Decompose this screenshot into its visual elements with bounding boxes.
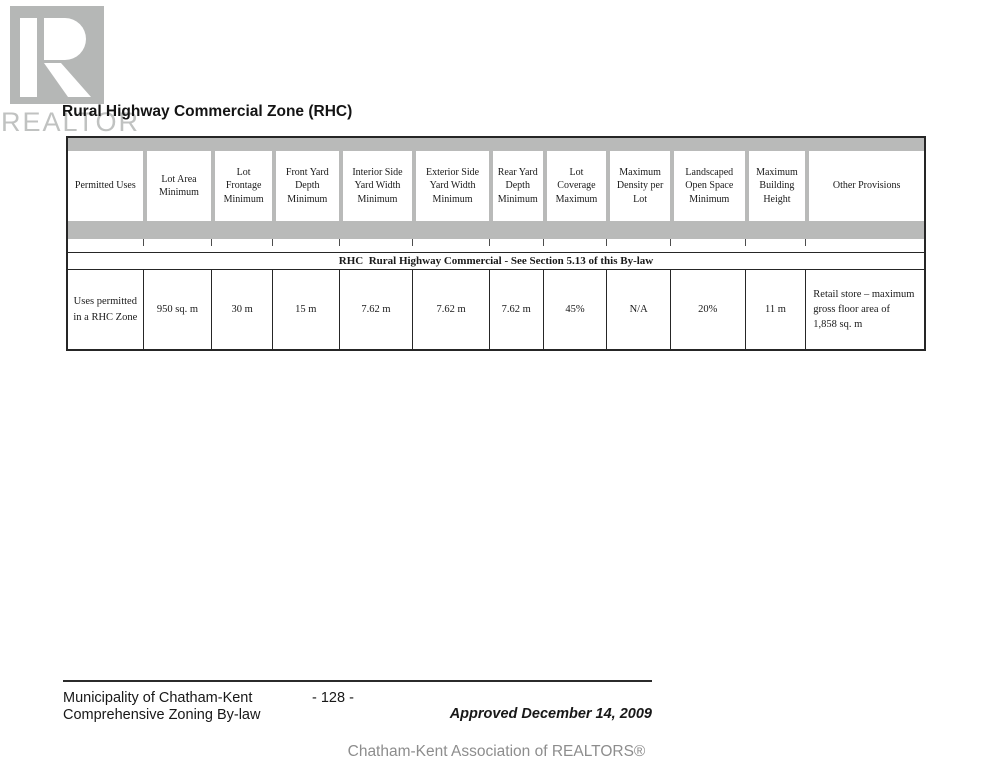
header-cell: Lot Frontage Minimum: [211, 151, 272, 221]
footer-approved-date: Approved December 14, 2009: [449, 706, 652, 722]
table-cell: 7.62 m: [489, 270, 543, 349]
table-cell: 45%: [543, 270, 607, 349]
footer-bylaw-title: Comprehensive Zoning By-law: [63, 707, 261, 723]
column-tick: [543, 239, 544, 246]
header-cell: Front Yard Depth Minimum: [272, 151, 339, 221]
column-tick: [745, 239, 746, 246]
realtor-logo-icon: [10, 6, 104, 104]
realtor-wordmark: REALTOR: [1, 107, 141, 137]
column-tick: [805, 239, 806, 246]
header-cell: Rear Yard Depth Minimum: [489, 151, 543, 221]
footer-divider: [63, 680, 652, 682]
header-cell: Lot Area Minimum: [143, 151, 212, 221]
column-tick: [272, 239, 273, 246]
table-spacer-row: [68, 239, 924, 252]
table-mid-band: [68, 221, 924, 239]
table-cell: 950 sq. m: [143, 270, 212, 349]
header-cell: Interior Side Yard Width Minimum: [339, 151, 413, 221]
table-cell: 11 m: [745, 270, 806, 349]
column-tick: [211, 239, 212, 246]
table-cell: N/A: [606, 270, 670, 349]
footer-page-number: - 128 -: [312, 690, 354, 706]
table-cell: Uses permitted in a RHC Zone: [73, 296, 138, 323]
table-cell: 7.62 m: [412, 270, 489, 349]
column-tick: [670, 239, 671, 246]
header-cell: Landscaped Open Space Minimum: [670, 151, 745, 221]
column-tick: [606, 239, 607, 246]
footer-association-brand: Chatham-Kent Association of REALTORS®: [347, 743, 646, 760]
header-cell: Exterior Side Yard Width Minimum: [412, 151, 489, 221]
table-cell: 15 m: [272, 270, 339, 349]
table-cell: 20%: [670, 270, 745, 349]
header-cell: Maximum Building Height: [745, 151, 806, 221]
table-cell: Retail store – maximum gross floor area of 1,858 sq. m: [805, 270, 924, 349]
zoning-table: [66, 136, 926, 351]
page-title: Rural Highway Commercial Zone (RHC): [62, 103, 353, 120]
table-top-band: [68, 138, 924, 151]
table-cell: 30 m: [211, 270, 272, 349]
column-tick: [143, 239, 144, 246]
column-tick: [412, 239, 413, 246]
header-cell: Maximum Density per Lot: [606, 151, 670, 221]
table-row: [68, 270, 924, 349]
column-tick: [489, 239, 490, 246]
column-tick: [339, 239, 340, 246]
header-cell: Other Provisions: [805, 151, 924, 221]
header-cell: Lot Coverage Maximum: [543, 151, 607, 221]
table-header-row: [68, 151, 924, 221]
footer-municipality: Municipality of Chatham-Kent: [63, 690, 253, 706]
header-cell: Permitted Uses: [68, 151, 143, 221]
table-section-header: RHC Rural Highway Commercial - See Section 5.13 of this By-law: [68, 252, 924, 270]
table-cell: 7.62 m: [339, 270, 413, 349]
